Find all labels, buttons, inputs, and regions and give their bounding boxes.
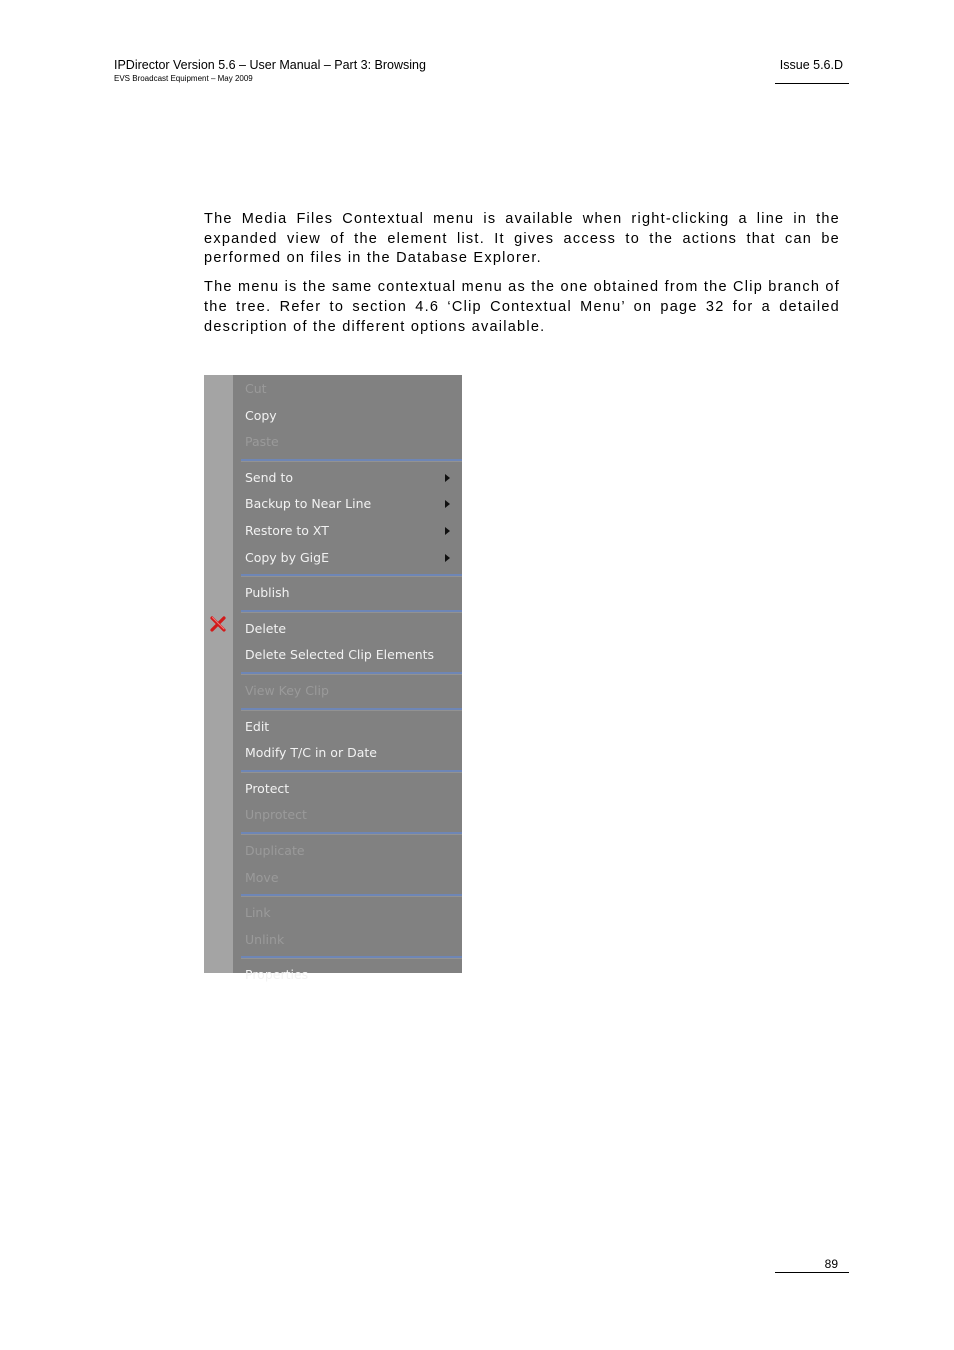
issue-label: Issue 5.6.D: [779, 58, 843, 72]
menu-separator: [241, 956, 462, 959]
menu-item-delete[interactable]: Delete: [245, 620, 287, 636]
menu-item-restore-to-xt[interactable]: [233, 518, 462, 545]
document-title: IPDirector Version 5.6 – User Manual – Part 3: Browsing: [114, 58, 426, 72]
page-number: 89: [824, 1257, 838, 1271]
red-x-delete-icon: [209, 615, 227, 633]
menu-item-label: Backup to Near Line: [245, 496, 372, 512]
menu-item-backup-to-near-line[interactable]: [233, 491, 462, 518]
menu-item-copy-by-gige[interactable]: [233, 545, 462, 572]
menu-item-view-key-clip: View Key Clip: [245, 682, 329, 698]
menu-separator: [241, 610, 462, 613]
menu-item-move: Move: [245, 869, 279, 885]
menu-item-link: Link: [245, 905, 271, 921]
menu-item-paste: Paste: [245, 434, 279, 450]
menu-separator: [241, 574, 462, 577]
menu-separator: [241, 832, 462, 835]
menu-item-publish[interactable]: Publish: [245, 585, 290, 601]
menu-item-delete-selected-clip-elements[interactable]: Delete Selected Clip Elements: [245, 647, 435, 663]
menu-item-duplicate: Duplicate: [245, 842, 305, 858]
menu-separator: [241, 770, 462, 773]
document-subtitle: EVS Broadcast Equipment – May 2009: [114, 74, 253, 83]
menu-item-cut: Cut: [245, 381, 267, 396]
header-rule: [775, 83, 849, 84]
submenu-arrow-icon: [445, 527, 450, 535]
menu-item-protect[interactable]: Protect: [245, 780, 290, 796]
menu-item-edit[interactable]: Edit: [245, 718, 270, 734]
menu-item-label: Copy by GigE: [245, 549, 329, 565]
menu-item-properties[interactable]: Properties: [245, 967, 309, 983]
menu-separator: [241, 894, 462, 897]
menu-item-send-to[interactable]: [233, 465, 462, 492]
paragraph-1: The Media Files Contextual menu is available when right-clicking a line in the expanded view of the element list. It gives access to the actions that can be performed on files in the Database Explorer.: [204, 211, 840, 267]
submenu-arrow-icon: [445, 500, 450, 508]
menu-item-modify-tc-in-or-date[interactable]: Modify T/C in or Date: [245, 745, 377, 761]
footer-rule: [775, 1272, 849, 1273]
menu-list: [233, 375, 462, 989]
media-files-contextual-menu: [204, 375, 462, 983]
paragraph-2: The menu is the same contextual menu as the one obtained from the Clip branch of the tree. Refer to section 4.6 ‘Clip Contextual Menu’ on page 32 for a detailed description of the different options available.: [204, 279, 841, 335]
menu-item-label: Send to: [245, 469, 294, 485]
submenu-arrow-icon: [445, 554, 450, 562]
menu-separator: [241, 459, 462, 462]
menu-icon-strip: [204, 375, 233, 973]
submenu-arrow-icon: [445, 474, 450, 482]
menu-separator: [241, 708, 462, 711]
menu-separator: [241, 672, 462, 675]
menu-item-unlink: Unlink: [245, 931, 285, 947]
body-text: [204, 210, 840, 346]
menu-item-copy[interactable]: Copy: [245, 407, 277, 423]
menu-item-label: Restore to XT: [245, 522, 329, 538]
menu-item-unprotect: Unprotect: [245, 807, 307, 823]
